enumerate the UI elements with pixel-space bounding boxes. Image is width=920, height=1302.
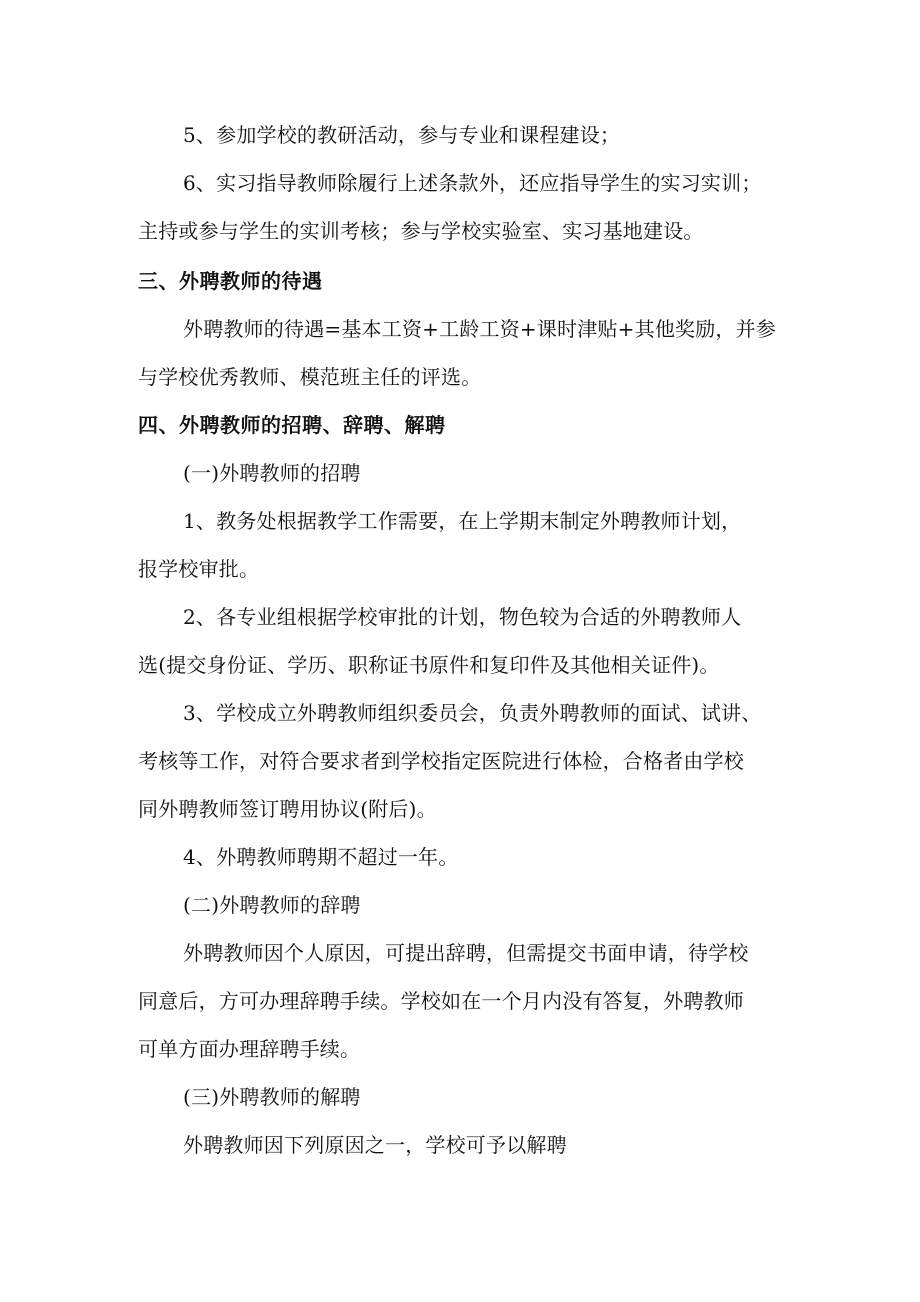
recruit-item-2-line-2: 选(提交身份证、学历、职称证书原件和复印件及其他相关证件)。: [138, 653, 720, 677]
item-6-line-2: 主持或参与学生的实训考核；参与学校实验室、实习基地建设。: [138, 219, 704, 243]
dismiss-body-line-1: 外聘教师因下列原因之一，学校可予以解聘: [183, 1133, 567, 1157]
section-3-body-line-2: 与学校优秀教师、模范班主任的评选。: [138, 365, 482, 389]
recruit-item-3-line-2: 考核等工作，对符合要求者到学校指定医院进行体检，合格者由学校: [138, 749, 744, 773]
section-3-body-line-1: 外聘教师的待遇=基本工资+工龄工资+课时津贴+其他奖励，并参: [183, 317, 777, 341]
recruit-item-3-line-1: 3、学校成立外聘教师组织委员会，负责外聘教师的面试、试讲、: [183, 701, 762, 725]
resign-body-line-3: 可单方面办理辞聘手续。: [138, 1037, 361, 1061]
recruit-item-2-line-1: 2、各专业组根据学校审批的计划，物色较为合适的外聘教师人: [183, 605, 742, 629]
recruit-item-4-line: 4、外聘教师聘期不超过一年。: [183, 845, 459, 869]
section-4-heading: 四、外聘教师的招聘、辞聘、解聘: [138, 413, 446, 437]
subsection-3-heading: (三)外聘教师的解聘: [183, 1085, 361, 1109]
item-6-line-1: 6、实习指导教师除履行上述条款外，还应指导学生的实习实训；: [183, 171, 762, 195]
section-3-heading: 三、外聘教师的待遇: [138, 269, 323, 293]
subsection-2-heading: (二)外聘教师的辞聘: [183, 893, 361, 917]
recruit-item-3-line-3: 同外聘教师签订聘用协议(附后)。: [138, 797, 437, 821]
resign-body-line-1: 外聘教师因个人原因，可提出辞聘，但需提交书面申请，待学校: [183, 941, 749, 965]
subsection-1-heading: (一)外聘教师的招聘: [183, 461, 361, 485]
resign-body-line-2: 同意后，方可办理辞聘手续。学校如在一个月内没有答复，外聘教师: [138, 989, 744, 1013]
recruit-item-1-line-1: 1、教务处根据教学工作需要，在上学期末制定外聘教师计划，: [183, 509, 742, 533]
recruit-item-1-line-2: 报学校审批。: [138, 557, 260, 581]
item-5-line: 5、参加学校的教研活动，参与专业和课程建设；: [183, 123, 621, 147]
